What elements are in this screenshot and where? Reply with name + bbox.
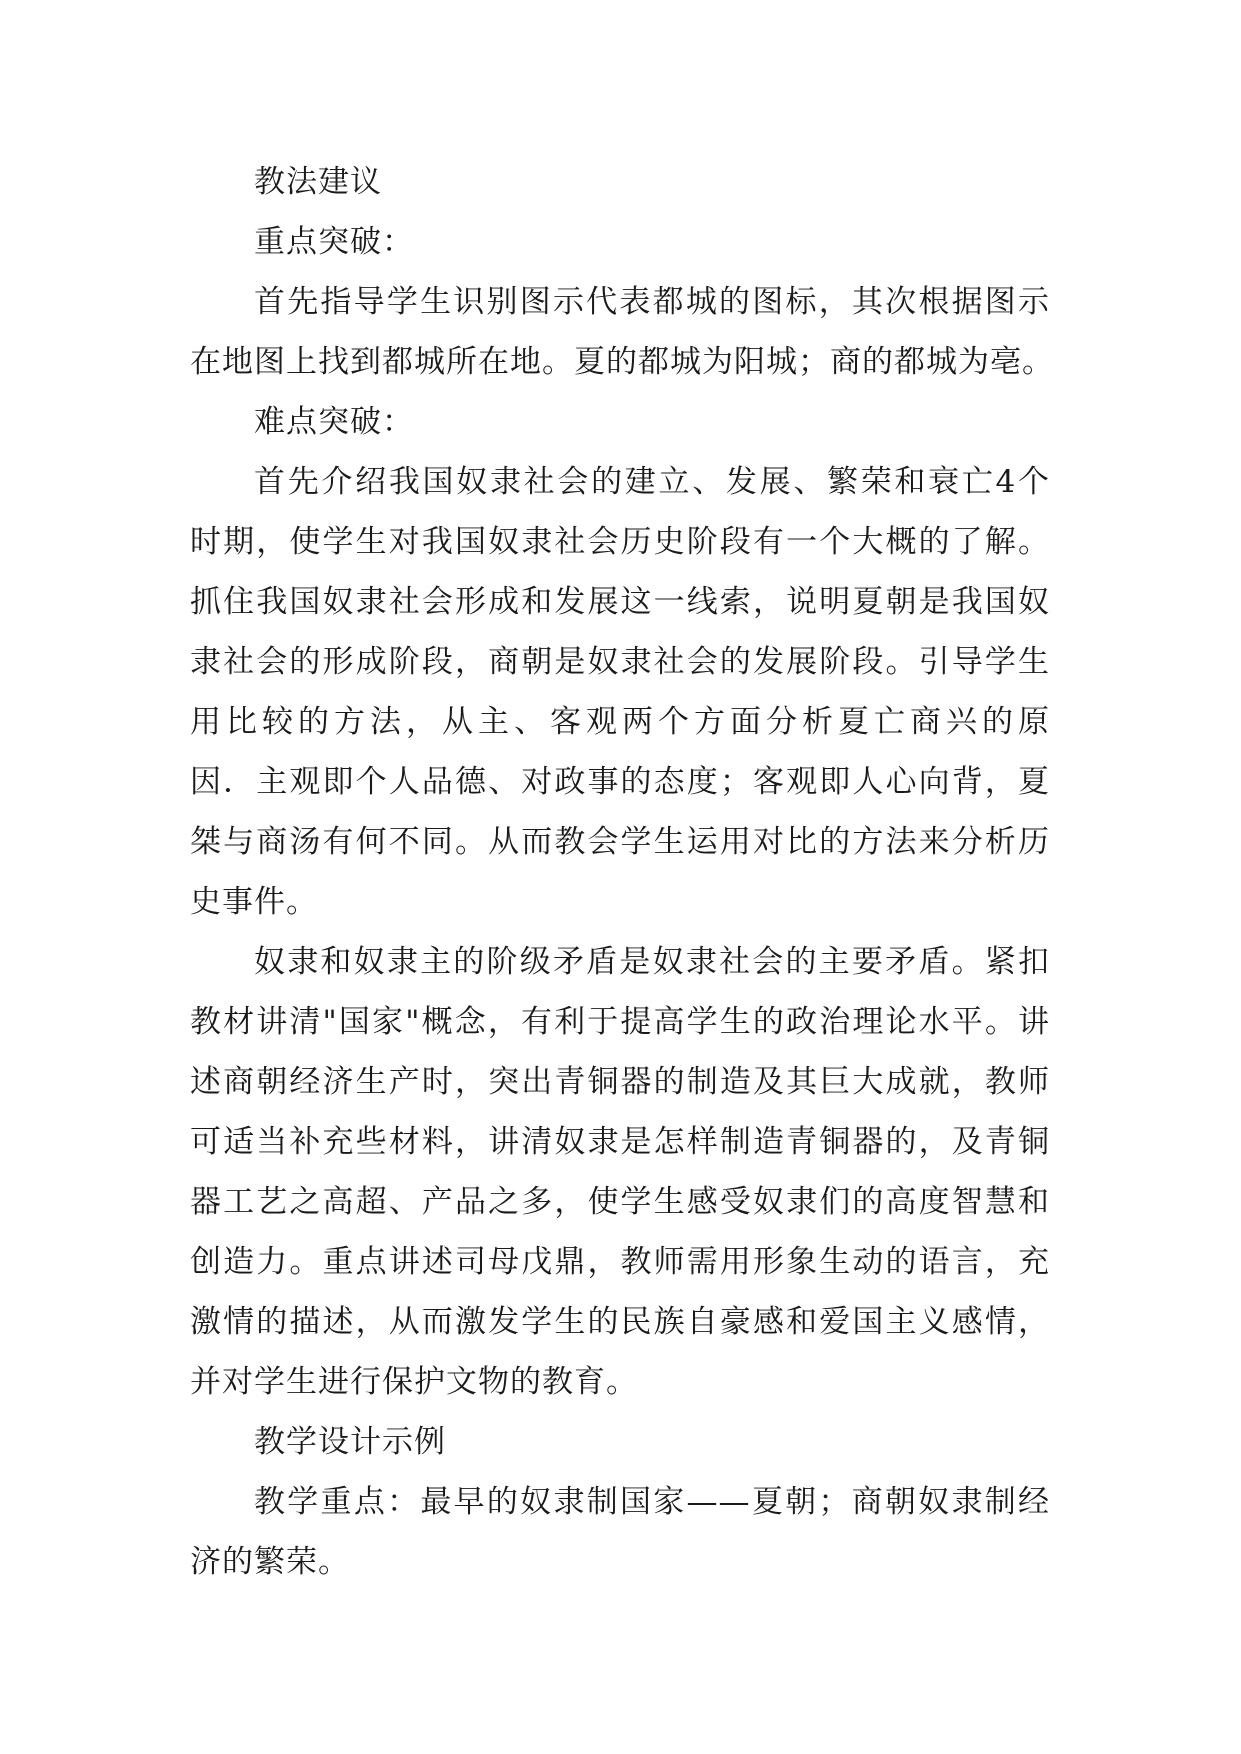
paragraph-line: 述商朝经济生产时，突出青铜器的制造及其巨大成就，教师	[190, 1064, 1050, 1100]
subheading-difficult-points: 难点突破：	[254, 404, 414, 440]
paragraph-line: 时期，使学生对我国奴隶社会历史阶段有一个大概的了解。	[190, 524, 1050, 560]
paragraph-line: 抓住我国奴隶社会形成和发展这一线索，说明夏朝是我国奴	[190, 584, 1050, 620]
paragraph-line: 首先指导学生识别图示代表都城的图标，其次根据图示	[254, 284, 1050, 320]
paragraph-line: 桀与商汤有何不同。从而教会学生运用对比的方法来分析历	[190, 824, 1050, 860]
paragraph-line: 器工艺之高超、产品之多，使学生感受奴隶们的高度智慧和	[190, 1184, 1050, 1220]
paragraph-line: 并对学生进行保护文物的教育。	[190, 1364, 638, 1400]
heading-teaching-suggestions: 教法建议	[254, 164, 382, 200]
paragraph-line: 史事件。	[190, 884, 318, 920]
paragraph-line: 用比较的方法，从主、客观两个方面分析夏亡商兴的原	[190, 704, 1050, 740]
paragraph-line: 激情的描述，从而激发学生的民族自豪感和爱国主义感情，	[190, 1304, 1050, 1340]
paragraph-line: 教材讲清"国家"概念，有利于提高学生的政治理论水平。讲	[190, 1004, 1050, 1040]
paragraph-line: 因．主观即个人品德、对政事的态度；客观即人心向背，夏	[190, 764, 1050, 800]
paragraph-line: 隶社会的形成阶段，商朝是奴隶社会的发展阶段。引导学生	[190, 644, 1050, 680]
paragraph-line: 教学重点：最早的奴隶制国家——夏朝；商朝奴隶制经	[254, 1484, 1050, 1520]
paragraph-line: 创造力。重点讲述司母戊鼎，教师需用形象生动的语言，充	[190, 1244, 1050, 1280]
paragraph-line: 可适当补充些材料，讲清奴隶是怎样制造青铜器的，及青铜	[190, 1124, 1050, 1160]
heading-teaching-design-example: 教学设计示例	[254, 1424, 446, 1460]
subheading-key-points: 重点突破：	[254, 224, 414, 260]
paragraph-line: 奴隶和奴隶主的阶级矛盾是奴隶社会的主要矛盾。紧扣	[254, 944, 1050, 980]
paragraph-line: 在地图上找到都城所在地。夏的都城为阳城；商的都城为亳。	[190, 344, 1054, 380]
paragraph-line: 济的繁荣。	[190, 1544, 350, 1580]
paragraph-line: 首先介绍我国奴隶社会的建立、发展、繁荣和衰亡4个	[254, 464, 1050, 500]
